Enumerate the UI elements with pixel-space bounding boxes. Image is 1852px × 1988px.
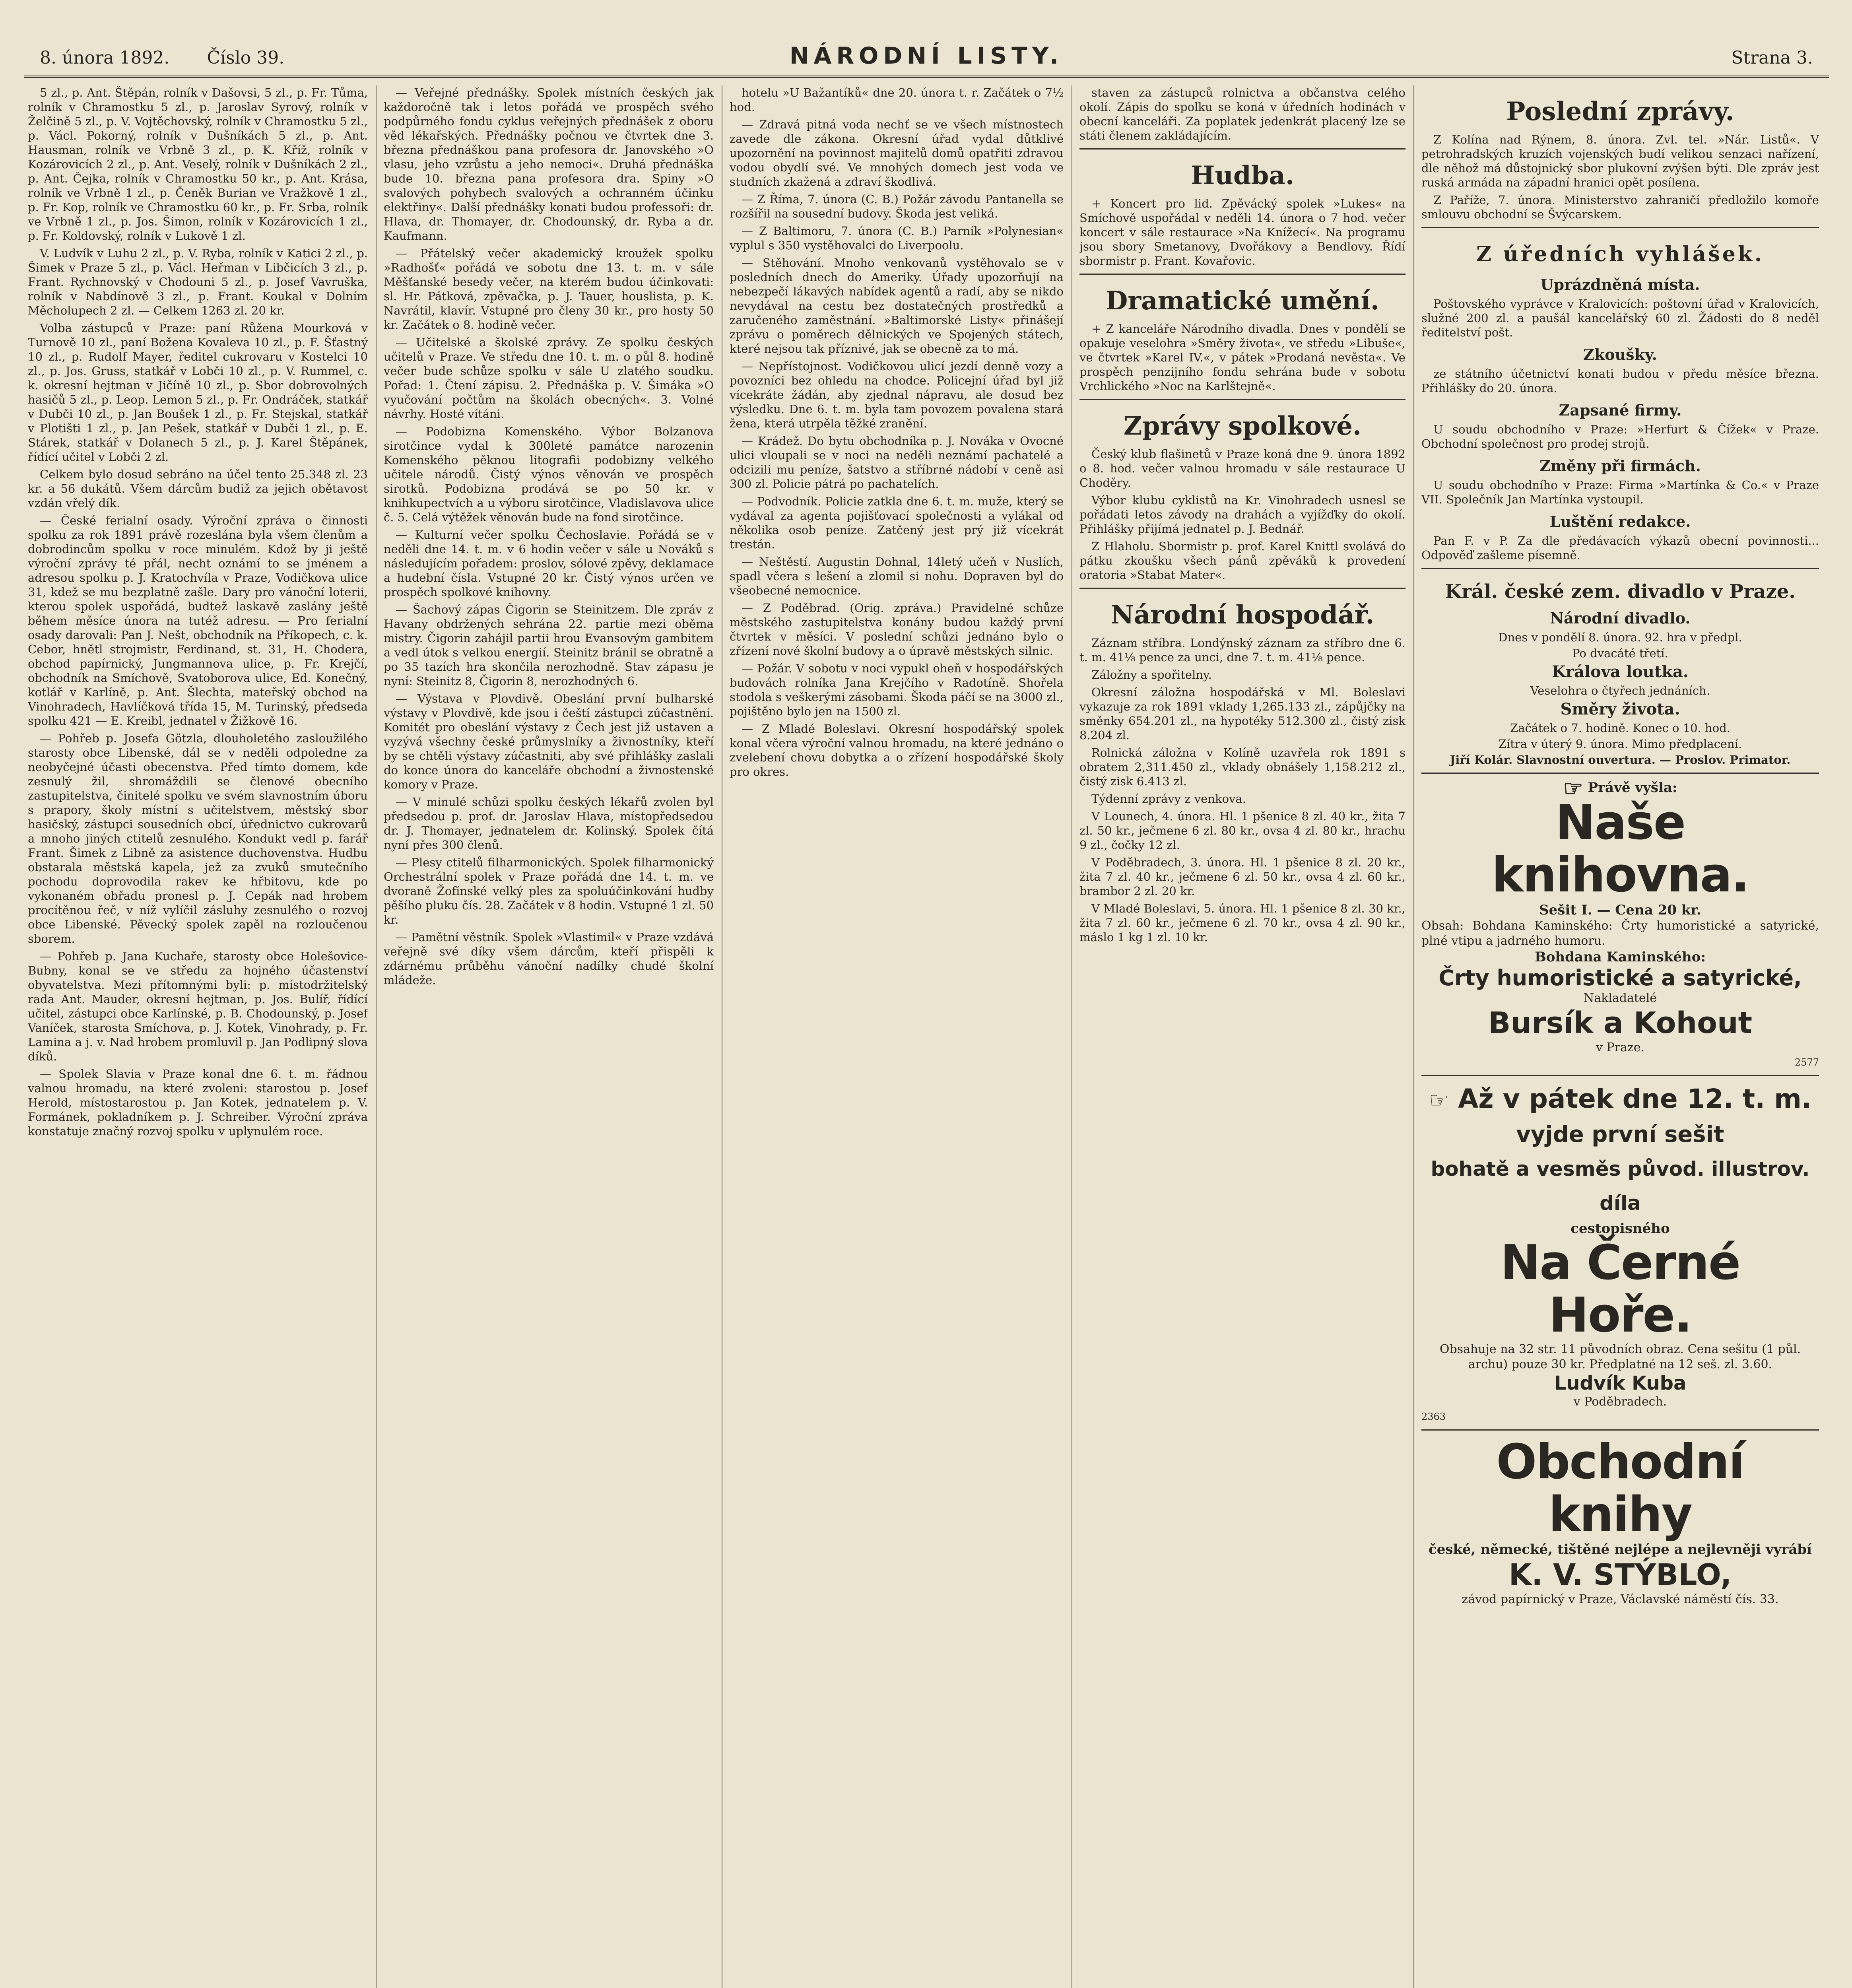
advert-address: závod papírnický v Praze, Václavské náměstí čís. 33. (1462, 1592, 1779, 1606)
advert-firm: K. V. STÝBLO, (1508, 1557, 1732, 1592)
article-paragraph: Z Kolína nad Rýnem, 8. února. Zvl. tel. »Nár. Listů«. V petrohradských kruzích vojenských budí velikou senzaci nařízení, dle něhož má důstojnický sbor plukovní zvýšen býti. Dle zpráv jest ruská armáda na západní hranici opět posílena. (1421, 133, 1819, 189)
publisher-city: v Praze. (1596, 1041, 1644, 1054)
notice-heading: Zapsané firmy. (1559, 401, 1682, 419)
notice-heading: Změny při firmách. (1539, 457, 1701, 475)
advert-line: vyjde první sešit (1516, 1121, 1724, 1147)
theatre-programme (1421, 630, 1819, 751)
advert-text: české, německé, tištěné nejlépe a nejlevněji vyrábí (1429, 1541, 1812, 1557)
advert-number: 2363 (1421, 1411, 1446, 1422)
theatre-subtitle: Národní divadlo. (1550, 609, 1691, 627)
column-5 (1421, 85, 1819, 1988)
article-paragraph: — Z Říma, 7. února (C. B.) Požár závodu Pantanella se rozšířil na sousední budovy. Škoda jest veliká. (730, 192, 1064, 220)
section-title-divadlo: Dramatické umění. (1105, 286, 1380, 316)
advert-title: Obchodní knihy (1496, 1434, 1744, 1542)
article-paragraph: — Podvodník. Policie zatkla dne 6. t. m. muže, který se vydával za agenta pojišťovací společnosti a vylákal od několika osob peníze. Zatčený jest prý již vícekrát trestán. (730, 495, 1064, 551)
article-paragraph: — Z Mladé Boleslavi. Okresní hospodářský spolek konal včera výroční valnou hromadu, na které jednáno o zvelebení chovu dobytka a o zřízení hospodářské školy pro okres. (730, 722, 1064, 779)
advert-number: 2577 (1794, 1057, 1819, 1068)
article-paragraph: 5 zl., p. Ant. Štěpán, rolník v Dašovsi, 5 zl., p. Fr. Tůma, rolník v Chramostku 5 zl., p. Jaroslav Syrový, rolník v Želčině 5 zl., p. V. Vojtěchovský, rolník v Chramostku 5 zl., p. Václ. Pokorný, rolník v Dušníkách 5 zl., p. Ant. Hausman, rolník ve Vrbně 3 zl., p. K. Kříž, rolník v Kozárovicích 2 zl., p. Ant. Veselý, rolník v Dušníkách 2 zl., p. Ant. Čejka, rolník v Chramostku 50 kr., p. Ant. Krása, rolník ve Vrbně 1 zl., p. Čeněk Burian ve Vražkově 1 zl., p. Fr. Kop, rolník ve Chramostku 60 kr., p. Fr. Srba, rolník ve Vrbně 1 zl., p. Jos. Šimon, rolník v Kozárovicích 1 zl., p. Fr. Koldovský, rolník v Lukově 1 zl. (28, 86, 368, 243)
column-divider (1413, 85, 1414, 1988)
section-rule (1079, 274, 1406, 275)
section-title-hudba: Hudba. (1190, 161, 1295, 190)
article-paragraph: — V minulé schůzi spolku českých lékařů zvolen byl předsedou p. prof. dr. Jaroslav Hlava, místopředsedou dr. J. Thomayer, jednatelem dr. Kolinský. Spolek čítá nyní přes 300 členů. (384, 795, 714, 852)
advert-text: Obsahuje na 32 str. 11 původních obraz. Cena sešitu (1 půl. archu) pouze 30 kr. Předplatné na 12 seš. zl. 3.60. (1439, 1342, 1801, 1371)
theatre-line: Po dvacáté třetí. (1572, 646, 1668, 660)
advert-author: Bohdana Kaminského: (1535, 949, 1706, 965)
advert-obchodni-knihy (1421, 1436, 1819, 1607)
article-paragraph: V Lounech, 4. února. Hl. 1 pšenice 8 zl. 40 kr., žita 7 zl. 50 kr., ječmene 6 zl. 80 kr., ovsa 4 zl. 80 kr., hrachu 9 zl., čočky 12 zl. (1079, 810, 1406, 852)
article-paragraph: — Spolek Slavia v Praze konal dne 6. t. m. řádnou valnou hromadu, na které zvoleni: starostou p. Josef Herold, místostarostou p. Jan Kotek, jednatelem p. V. Formánek, pokladníkem p. J. Schreiber. Výroční zpráva konstatuje značný rozvoj spolku v uplynulém roce. (28, 1067, 368, 1138)
section-title-news: Poslední zprávy. (1506, 97, 1734, 126)
article-paragraph: staven za zástupců rolnictva a občanstva celého okolí. Zápis do spolku se koná v úředních hodinách v obecní kanceláři. Za poplatek jedenkrát placený lze se státi členem zakládajícím. (1079, 86, 1406, 142)
advert-work: Črty humoristické a satyrické, (1439, 965, 1802, 990)
advert-na-cerne-hore (1421, 1082, 1819, 1424)
article-paragraph: — Podobizna Komenského. Výbor Bolzanova sirotčince vydal k 300leté památce narozenin Komenského pěknou litografii podobizny velkého učitele národů. Čistý výnos věnován ve prospěch sirotků. Podobizna prodává se po 50 kr. v knihkupectvích a u výboru sirotčince, Vladislavova ulice č. 5. Celá výtěžek věnován bude na fond sirotčince. (384, 425, 714, 524)
article-paragraph: — Pamětní věstník. Spolek »Vlastimil« v Praze vzdává veřejně své díky všem dárcům, kteří přispěli k zdárnému průběhu vánoční nadílky chudé školní mládeže. (384, 930, 714, 987)
advert-date-line: Až v pátek dne 12. t. m. (1458, 1083, 1811, 1114)
column-3 (730, 85, 1064, 1988)
notice-text: U soudu obchodního v Praze: »Herfurt & Čížek« v Praze. Obchodní společnost pro prodej strojů. (1421, 423, 1819, 450)
article-paragraph: — České ferialní osady. Výroční zpráva o činnosti spolku za rok 1891 právě rozeslána byla všem členům a dobrodincům spolku v roce minulém. Kdož by ji ještě výroční zprávy té přál, necht oznámí to se jménem a adresou spolku p. J. Kratochvíla v Praze, Vodičkova ulice 31, kdež se mu bezplatně zašle. Dary pro vánoční loterii, kterou spolek uspořádá, budtež laskavě zaslány ještě během měsíce února na tutéž adresu. — Pro ferialní osady darovali: Pan J. Nešt, obchodník na Příkopech, c. k. Cebor, hnětl strojmistr, Ferdinand, st. 31, H. Chodera, obchod papírnický, Jungmannova ulice, p. Fr. Krejčí, obchodník na Smíchově, Svatoborova ulice, Ed. Konečný, kotlář v Karlíně, p. Ant. Šlechta, mateřský obchod na Vinohradech, Havlíčková třída 15, M. Turinský, předseda spolku 421 — E. Kreibl, jednatel v Žižkově 16. (28, 514, 368, 728)
notice-heading: Uprázdněná místa. (1540, 276, 1700, 293)
notice-text: U soudu obchodního v Praze: Firma »Martínka & Co.« v Praze VII. Společník Jan Martínka vystoupil. (1421, 478, 1819, 506)
advert-nase-knihovna (1421, 775, 1819, 1070)
article-paragraph: Český klub flašinetů v Praze koná dne 9. února 1892 o 8. hod. večer valnou hromadu v sále restaurace U Choděry. (1079, 447, 1406, 489)
page-number: Strana 3. (1731, 48, 1813, 68)
article-paragraph: — Veřejné přednášky. Spolek místních českých jak každoročně tak i letos pořádá ve prospěch svého podpůrného fondu cyklus veřejných přednášek z oboru věd lékařských. Přednášky počnou ve čtvrtek dne 3. března přednáškou pana profesora dr. Janovského »O vlasu, jeho vzrůstu a jeho nemoci«. Druhá přednáška bude 10. března pana profesora dra. Spiny »O svalových pohybech svalových a ochranném účinku elektřiny«. Další přednášky konati budou professoři: dr. Hlava, dr. Thomayer, dr. Chodounský, dr. Ryba a dr. Kaufmann. (384, 86, 714, 243)
section-latest-news (1421, 132, 1819, 221)
notice-text: Poštovského vyprávce v Kralovicích: poštovní úřad v Kralovicích, služné 200 zl. a paušál kancelářský 60 zl. Žádosti do 8 neděl ředitelství pošt. (1421, 297, 1819, 339)
section-hospodar (1079, 636, 1406, 944)
article-paragraph: Záznam stříbra. Londýnský záznam za stříbro dne 6. t. m. 41⅛ pence za unci, dne 7. t. m. 41⅛ pence. (1079, 636, 1406, 664)
advert-title: Naše knihovna. (1491, 795, 1749, 903)
article-paragraph: V Poděbradech, 3. února. Hl. 1 pšenice 8 zl. 20 kr., žita 7 zl. 40 kr., ječmene 6 zl. 50 kr., ovsa 4 zl. 60 kr., brambor 2 zl. 20 kr. (1079, 856, 1406, 898)
column-divider (376, 85, 377, 1988)
article-paragraph: — Kulturní večer spolku Čechoslavie. Pořádá se v neděli dne 14. t. m. v 6 hodin večer v sále u Nováků s následujícím pořadem: proslov, sólové zpěvy, deklamace a hudební čísla. Vstupné 20 kr. Čistý výnos určen ve prospěch spolkové knihovny. (384, 528, 714, 599)
section-rule (1421, 1429, 1819, 1431)
article-paragraph: V. Ludvík v Luhu 2 zl., p. V. Ryba, rolník v Katici 2 zl., p. Šimek v Praze 5 zl., p. Václ. Heřman v Libčicích 3 zl., p. Frant. Rychnovský v Chodouni 5 zl., p. Josef Vavruška, rolník v Nabdínově 3 zl., p. Frant. Koukal v Dolním Měcholupech 2 zl. — Celkem 1263 zl. 20 kr. (28, 247, 368, 317)
section-rule (1421, 227, 1819, 228)
section-spolky (1079, 447, 1406, 582)
section-title-vyhlasky: Z úředních vyhlášek. (1476, 242, 1765, 266)
theatre-line: Směry života. (1560, 700, 1680, 718)
article-paragraph: — Přátelský večer akademický kroužek spolku »Radhošť« pořádá ve sobotu dne 13. t. m. v sále Měšťanské besedy večer, na kterém budou účinkovati: sl. Hr. Pátková, zpěvačka, p. J. Tauer, houslista, p. K. Navrátil, klavír. Vstupné pro členy 30 kr., pro hosty 50 kr. Začátek o 8. hodině večer. (384, 247, 714, 332)
article-paragraph: + Koncert pro lid. Zpěvácký spolek »Lukes« na Smíchově uspořádal v neděli 14. února o 7 hod. večer koncert v sále restaurace »Na Knížecí«. Na programu jsou sbory Smetanovy, Dvořákovy a Bendlovy. Řídí sbormistr p. Frant. Kovařovic. (1079, 197, 1406, 268)
masthead-title: NÁRODNÍ LISTY. (789, 42, 1064, 69)
section-rule (1421, 773, 1819, 774)
advert-line: cestopisného (1571, 1220, 1670, 1237)
article-paragraph: — Šachový zápas Čigorin se Steinitzem. Dle zpráv z Havany obdržených sehrána 22. partie mezi oběma mistry. Čigorin zahájil partii hrou Evansovým gambitem a vedl útok s velkou energií. Steinitz bránil se obratně a po 35 tazích hra skončila nerozhodně. Stav zápasu je nyní: Steinitz 8, Čigorin 8, nerozhodných 6. (384, 603, 714, 688)
section-rule (1421, 568, 1819, 569)
article-paragraph: hotelu »U Bažantíků« dne 20. února t. r. Začátek o 7½ hod. (730, 86, 1064, 114)
advert-subtitle: Sešit I. — Cena 20 kr. (1539, 902, 1701, 918)
publisher-label: Nakladatelé (1583, 991, 1657, 1005)
advert-author: Ludvík Kuba (1554, 1372, 1687, 1394)
section-hudba (1079, 196, 1406, 268)
article-paragraph: — Krádež. Do bytu obchodníka p. J. Nováka v Ovocné ulici vloupali se v noci na neděli neznámí pachatelé a odcizili mu peníze, šatstvo a stříbrné nádobí v ceně asi 300 zl. Policie pátrá po pachatelích. (730, 434, 1064, 491)
article-paragraph: Týdenní zprávy z venkova. (1091, 792, 1246, 806)
article-paragraph: — Z Poděbrad. (Orig. zpráva.) Pravidelné schůze městského zastupitelstva konány budou každý první čtvrtek v měsíci. V poslední schůzi jednáno bylo o zřízení nové školní budovy a o úpravě městských silnic. (730, 601, 1064, 658)
advert-title: Na Černé Hoře. (1500, 1235, 1740, 1343)
article-paragraph: Volba zástupců v Praze: paní Růžena Mourková v Turnově 10 zl., paní Božena Kovaleva 10 zl., p. F. Šťastný 10 zl., p. Rudolf Mayer, ředitel cukrovaru v Kostelci 10 zl., p. Jos. Gruss, statkář v Lobči 10 zl., p. V. Rummel, c. k. okresní hejtman v Jičíně 10 zl., p. Sbor dobrovolných hasičů 5 zl., p. Leop. Lemon 5 zl., p. Fr. Ondráček, statkář v Dubči 10 zl., p. Jan Boušek 1 zl., p. Fr. Stejskal, statkář v Plotišti 1 zl., p. Jan Pešek, statkář v Dubči 1 zl., p. E. Stárek, statkář v Dolanech 5 zl., p. J. Karel Štěpánek, řídící učitel v Lobči 2 zl. (28, 321, 368, 464)
article-paragraph: — Neštěstí. Augustin Dohnal, 14letý učeň v Nuslích, spadl včera s lešení a zlomil si nohu. Dopraven byl do všeobecné nemocnice. (730, 555, 1064, 597)
notice-heading: Zkoušky. (1583, 346, 1657, 363)
section-rule (1079, 148, 1406, 149)
article-paragraph: Z Paříže, 7. února. Ministerstvo zahraničí předložilo komoře smlouvu obchodní se Švýcarskem. (1421, 193, 1819, 221)
advert-city: v Poděbradech. (1573, 1394, 1667, 1409)
article-paragraph: Celkem bylo dosud sebráno na účel tento 25.348 zl. 23 kr. a 56 dukátů. Všem dárcům budiž za jejich obětavost vzdán vřelý dík. (28, 468, 368, 510)
pointing-hand-icon: ☞ (1429, 1087, 1449, 1113)
issue-number: Číslo 39. (207, 48, 285, 68)
article-paragraph: — Učitelské a školské zprávy. Ze spolku českých učitelů v Praze. Ve středu dne 10. t. m. o půl 8. hodině večer bude schůze spolku v sále U zlatého soudku. Pořad: 1. Čtení zápisu. 2. Přednáška p. V. Šimáka »O vyučování počtům na školách obecných«. 3. Volné návrhy. Hosté vítáni. (384, 336, 714, 421)
theatre-line: Veselohra o čtyřech jednáních. (1530, 684, 1710, 697)
section-rule (1079, 588, 1406, 589)
article-paragraph: — Nepřístojnost. Vodičkovou ulicí jezdí denně vozy a povozníci bez ohledu na chodce. Policejní úřad byl již vícekráte žádán, aby zjednal nápravu, ale dosud bez výsledku. Dne 6. t. m. byla tam povozem povalena stará žena, která utrpěla těžké zranění. (730, 359, 1064, 430)
advert-text: Obsah: Bohdana Kaminského: Črty humoristické a satyrické, plné vtipu a jadrného humoru. (1421, 919, 1819, 948)
article-paragraph: — Výstava v Plovdivě. Obeslání první bulharské výstavy v Plovdivě, kde jsou i čeští zástupci zúčastnění. Komitét pro obeslání výstavy z Čech jest již ustaven a vyzývá všechny české průmyslníky a živnostníky, kteří by se chtěli výstavy zúčastniti, aby své přihlášky zaslali do konce února do kanceláře obchodní a živnostenské komory v Praze. (384, 692, 714, 791)
theatre-line: Dnes v pondělí 8. února. 92. hra v předpl. (1498, 631, 1742, 644)
article-paragraph: — Pohřeb p. Josefa Götzla, dlouholetého zasloužilého starosty obce Libenské, dál se v neděli odpoledne za neobyčejné účasti obecenstva. Před tímto domem, kde zesnulý žil, shromáždili se členové obecního zastupitelstva, činitelé spolku ve svém slavnostním úboru s prapory, školy místní s učitelstvem, městský sbor hasičský, zástupci sousedních obcí, úřednictvo cukrovarů a mnoho jiných ctitelů zesnulého. Kondukt vedl p. farář Frant. Šimek z Libně za asistence duchovenstva. Hudbu obstarala městská kapela, jež za zvuků smutečního pochodu doprovodila rakev ke hřbitovu, kde po vykonaném obřadu pronesl p. J. Cepák nad hrobem procítěnou řeč, v níž vylíčil zásluhy zesnulého o rozvoj obce Libenské. Pěvecký spolek zapěl na rozloučenou sborem. (28, 732, 368, 945)
article-paragraph: + Z kanceláře Národního divadla. Dnes v pondělí se opakuje veselohra »Směry života«, ve středu »Libuše«, ve čtvrtek »Karel IV.«, v pátek »Prodaná nevěsta«. Ve prospěch penzijního fondu sehrána bude v sobotu Vrchlického »Noc na Karlštejně«. (1079, 322, 1406, 393)
theatre-line: Králova loutka. (1552, 662, 1689, 681)
article-paragraph: V Mladé Boleslavi, 5. února. Hl. 1 pšenice 8 zl. 30 kr., žita 7 zl. 60 kr., ječmene 6 zl. 70 kr., ovsa 4 zl. 90 kr., máslo 1 kg 1 zl. 10 kr. (1079, 902, 1406, 944)
notice-text: Pan F. v P. Za dle předávacích výkazů obecní povinnosti... Odpověď zašleme písemně. (1421, 534, 1819, 562)
article-paragraph: — Z Baltimoru, 7. února (C. B.) Parník »Polynesian« vyplul s 350 vystěhovalci do Liverpoolu. (730, 224, 1064, 252)
article-paragraph: — Pohřeb p. Jana Kuchaře, starosty obce Holešovice-Bubny, konal se ve středu za hojného účastenství obyvatelstva. Mezi přítomnými byli: p. místodržitelský rada Ant. Mauder, okresní hejtman, p. Jos. Bulíř, řídící učitel, zástupci obce Karlínské, p. B. Chodounský, p. Josef Vaníček, starosta Smíchova, p. J. Kotek, Vinohrady, p. Fr. Lamina a j. v. Nad hrobem promluvil p. Jan Podlipný slova díků. (28, 949, 368, 1063)
pointing-hand-icon: ☞ (1563, 775, 1583, 802)
section-rule (1079, 399, 1406, 400)
theatre-title: Král. české zem. divadlo v Praze. (1445, 580, 1796, 603)
article-paragraph: — Zdravá pitná voda nechť se ve všech místnostech zavede dle zákona. Okresní úřad vydal důtklivé upozornění na povinnost majitelů domů opatřiti zdravou vodou obydlí své. Ve mnohých domech jest voda ve studních zkažená a zdraví škodlivá. (730, 118, 1064, 188)
column-1 (28, 85, 368, 1988)
section-divadlo (1079, 322, 1406, 393)
column-4-intro (1079, 85, 1406, 143)
notice-heading: Luštění redakce. (1549, 513, 1691, 530)
column-2 (384, 85, 714, 1988)
section-official-notices (1421, 276, 1819, 562)
notice-text: ze státního účetnictví konati budou v předu měsíce března. Přihlášky do 20. února. (1421, 367, 1819, 395)
theatre-line: Začátek o 7. hodině. Konec o 10. hod. (1510, 721, 1730, 735)
column-4 (1079, 85, 1406, 1988)
section-title-hospodar: Národní hospodář. (1110, 600, 1374, 630)
issue-date: 8. února 1892. (40, 48, 170, 68)
article-paragraph: Záložny a spořitelny. (1091, 668, 1212, 681)
advert-line: bohatě a vesměs původ. illustrov. díla (1431, 1157, 1810, 1215)
section-rule (1421, 1075, 1819, 1076)
article-paragraph: — Požár. V sobotu v noci vypukl oheň v hospodářských budovách rolníka Jana Krejčího v Radotíně. Shořela stodola s veškerými zásobami. Škoda páčí se na 3000 zl., pojištěno bylo jen na 1500 zl. (730, 662, 1064, 718)
section-title-spolky: Zprávy spolkové. (1123, 411, 1362, 441)
article-paragraph: — Plesy ctitelů filharmonických. Spolek filharmonický Orchestrální spolek v Praze pořádá dne 14. t. m. ve dvoraně Žofínské velký ples za spoluúčinkování hudby pěšího pluku čís. 28. Začátek v 8 hodin. Vstupné 1 zl. 50 kr. (384, 856, 714, 926)
theatre-footer: Jiří Kolár. Slavnostní ouvertura. — Proslov. Primator. (1450, 753, 1791, 767)
article-paragraph: Z Hlaholu. Sbormistr p. prof. Karel Knittl svolává do pátku zkoušku všech pánů zpěváků k provedení oratoria »Stabat Mater«. (1079, 540, 1406, 582)
article-paragraph: Rolnická záložna v Kolíně uzavřela rok 1891 s obratem 2,311.450 zl., vklady obnášely 1,158.212 zl., čistý zisk 6.413 zl. (1079, 746, 1406, 788)
advert-kicker: Právě vyšla: (1588, 780, 1677, 796)
theatre-line: Zítra v úterý 9. února. Mimo předplacení. (1498, 737, 1742, 751)
page-header (24, 40, 1829, 78)
article-paragraph: — Stěhování. Mnoho venkovanů vystěhovalo se v posledních dnech do Ameriky. Úřady upozorňují na nebezpečí lákavých nabídek agentů a radí, aby se nikdo nevydával na cestu bez dostatečných prostředků a zaručeného zaměstnání. »Baltimorské Listy« přinášejí zprávu o poměrech dělnických ve Spojených státech, které nejsou tak příznivé, jak se obecně za to má. (730, 256, 1064, 355)
article-paragraph: Okresní záložna hospodářská v Ml. Boleslavi vykazuje za rok 1891 vklady 1,265.133 zl., zápůjčky na směnky 654.201 zl., na hypotéky 512.300 zl., čistý zisk 8.204 zl. (1079, 685, 1406, 742)
article-paragraph: Výbor klubu cyklistů na Kr. Vinohradech usnesl se pořádati letos závody na drahách a vyjížďky do okolí. Přihlášky přijímá jednatel p. J. Bednář. (1079, 493, 1406, 536)
publisher-name: Bursík a Kohout (1488, 1006, 1753, 1040)
